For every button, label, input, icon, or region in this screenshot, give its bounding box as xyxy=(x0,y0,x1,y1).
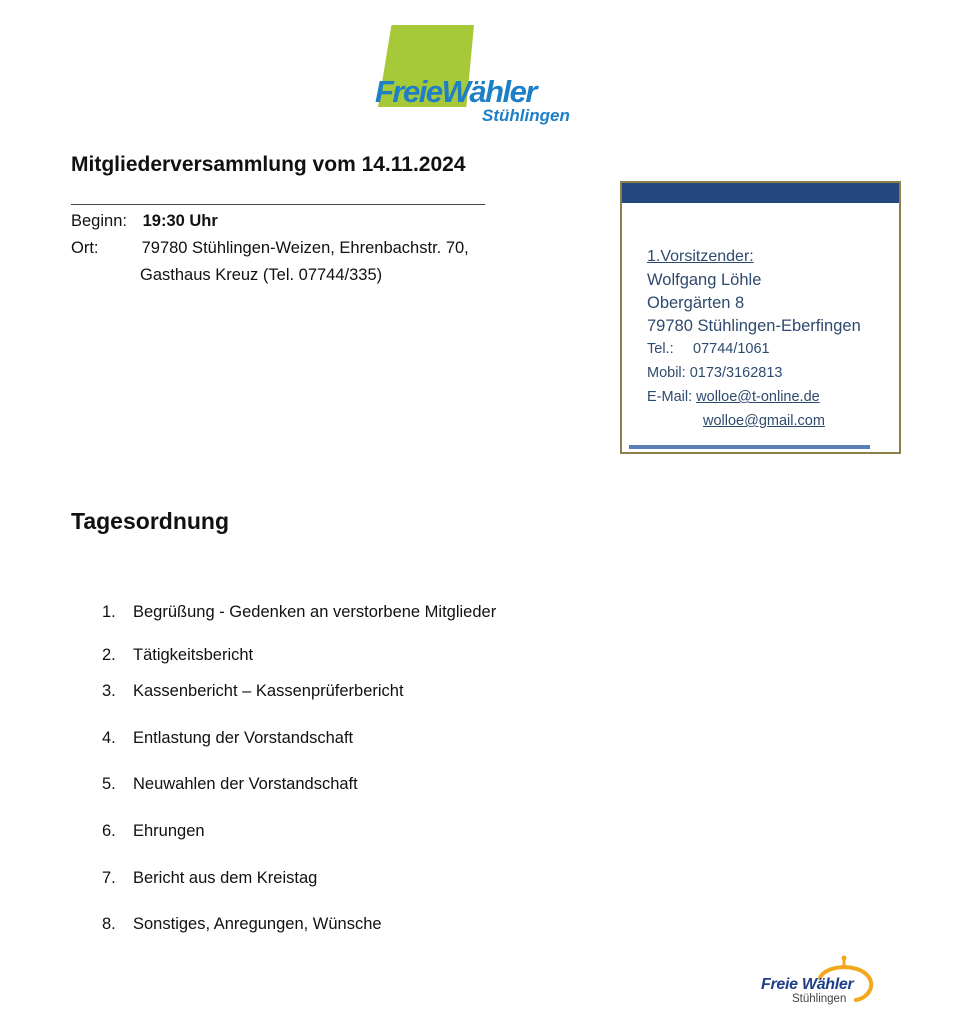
email-link-tonline[interactable]: wolloe@t-online.de xyxy=(696,389,820,405)
mobile-label: Mobil: xyxy=(647,365,686,381)
agenda-item xyxy=(102,646,253,665)
start-time-label: Beginn: xyxy=(71,212,127,230)
email-link-gmail[interactable]: wolloe@gmail.com xyxy=(703,413,825,429)
email-label: E-Mail: xyxy=(647,389,693,405)
contact-phone xyxy=(647,341,770,357)
small-logo-subtitle: Stühlingen xyxy=(792,993,847,1005)
agenda-item xyxy=(102,915,382,934)
agenda-title: Tagesordnung xyxy=(71,508,230,534)
location-address: 79780 Stühlingen-Weizen, Ehrenbachstr. 70, xyxy=(141,239,469,257)
agenda-item-text: Begrüßung - Gedenken an verstorbene Mitglieder xyxy=(133,603,497,621)
agenda-item-text: Bericht aus dem Kreistag xyxy=(133,869,318,887)
contact-name: Wolfgang Löhle xyxy=(647,271,762,289)
contact-email-2 xyxy=(703,413,825,429)
agenda-item-number: 2. xyxy=(102,646,116,664)
contact-street: Obergärten 8 xyxy=(647,294,745,312)
agenda-item-number: 7. xyxy=(102,869,116,887)
contact-heading: 1.Vorsitzender: xyxy=(647,248,754,265)
phone-value: 07744/1061 xyxy=(693,341,770,357)
agenda-item-text: Ehrungen xyxy=(133,822,205,840)
agenda-item-number: 3. xyxy=(102,682,116,700)
phone-label: Tel.: xyxy=(647,341,674,357)
location-row xyxy=(71,239,469,258)
agenda-item-text: Entlastung der Vorstandschaft xyxy=(133,729,354,747)
agenda-item-number: 5. xyxy=(102,775,116,793)
location-venue: Gasthaus Kreuz (Tel. 07744/335) xyxy=(140,266,383,284)
agenda-item-number: 8. xyxy=(102,915,116,933)
agenda-item xyxy=(102,869,317,888)
small-logo-wordmark: Freie Wähler xyxy=(761,976,854,993)
agenda-item-number: 4. xyxy=(102,729,116,747)
contact-box xyxy=(620,181,901,454)
page-title: Mitgliederversammlung vom 14.11.2024 xyxy=(71,153,466,176)
freie-waehler-logo xyxy=(370,22,600,130)
agenda-item xyxy=(102,729,353,748)
logo-wordmark: FreieWähler xyxy=(375,74,536,109)
freie-waehler-small-logo xyxy=(758,954,878,1010)
agenda-item xyxy=(102,775,358,794)
agenda-item xyxy=(102,603,496,622)
agenda-item-text: Tätigkeitsbericht xyxy=(133,646,254,664)
agenda-item-number: 6. xyxy=(102,822,116,840)
contact-city: 79780 Stühlingen-Eberfingen xyxy=(647,317,861,335)
start-time-value: 19:30 Uhr xyxy=(142,212,218,230)
agenda-item-text: Sonstiges, Anregungen, Wünsche xyxy=(133,915,382,933)
start-time-row xyxy=(71,212,218,231)
agenda-item-number: 1. xyxy=(102,603,116,621)
location-label: Ort: xyxy=(71,239,99,257)
mobile-value: 0173/3162813 xyxy=(689,365,783,381)
agenda-item xyxy=(102,822,205,841)
contact-box-top-bar xyxy=(622,183,899,203)
contact-email xyxy=(647,389,820,405)
contact-box-bottom-bar xyxy=(629,445,870,449)
contact-mobile xyxy=(647,365,782,381)
logo-subtitle: Stühlingen xyxy=(482,106,570,125)
agenda-item-text: Kassenbericht – Kassenprüferbericht xyxy=(133,682,404,700)
agenda-item-text: Neuwahlen der Vorstandschaft xyxy=(133,775,358,793)
agenda-item xyxy=(102,682,404,701)
title-divider xyxy=(71,204,485,205)
